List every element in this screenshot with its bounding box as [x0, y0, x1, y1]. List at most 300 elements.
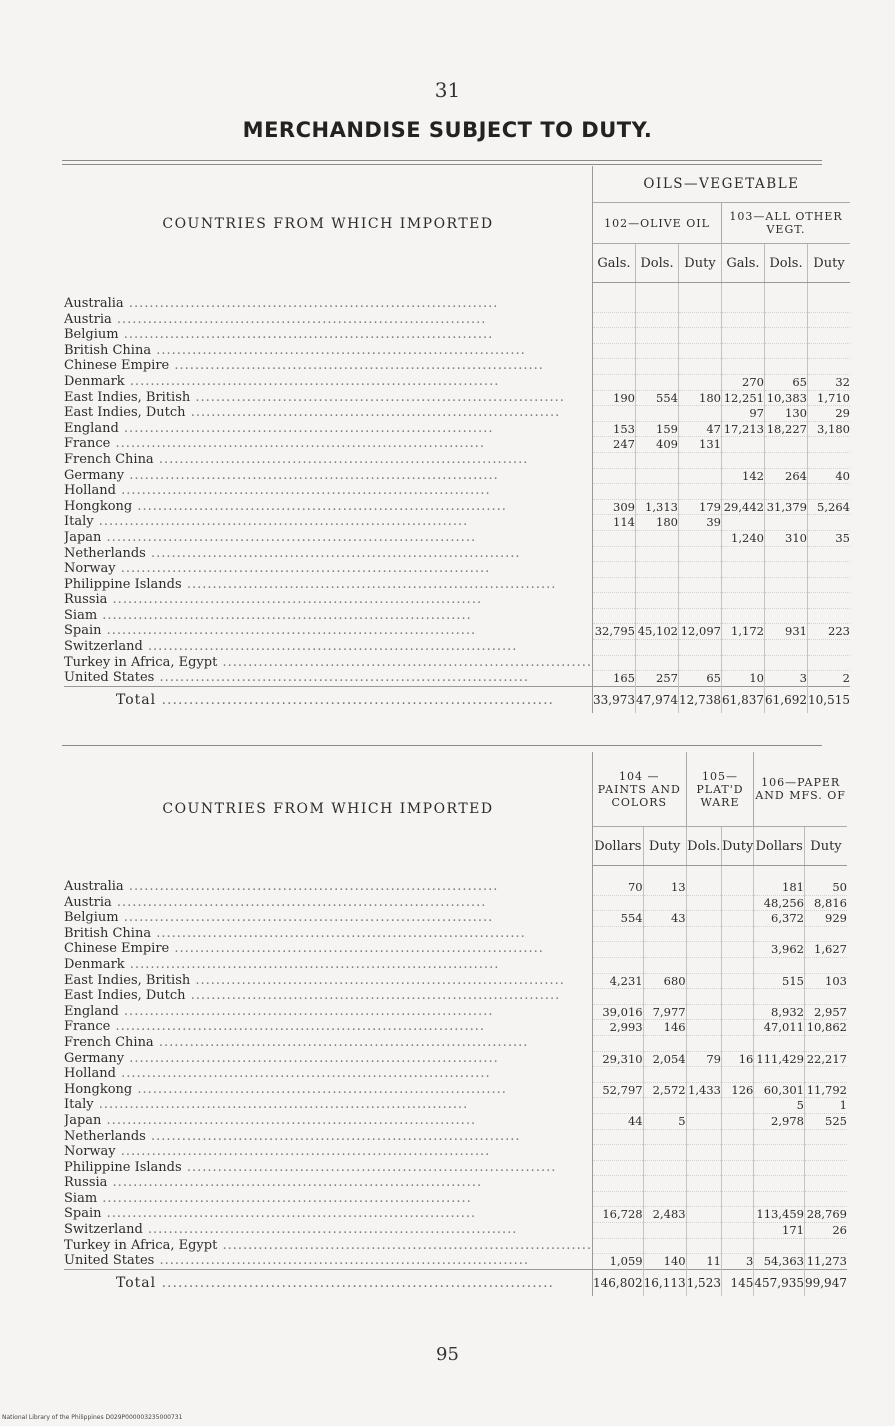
column-header: Dols.	[686, 827, 721, 866]
value-cell: 1,710	[807, 390, 850, 406]
value-cell: 8,816	[804, 895, 847, 911]
value-cell	[721, 1035, 753, 1051]
value-cell	[643, 1129, 686, 1145]
value-cell: 113,459	[754, 1207, 805, 1223]
table-row	[64, 926, 847, 942]
spacer-cell	[764, 283, 807, 298]
column-header: Duty	[721, 827, 753, 866]
value-cell: 47	[678, 421, 721, 437]
value-cell	[804, 1035, 847, 1051]
value-cell: 18,227	[764, 421, 807, 437]
value-cell	[764, 312, 807, 328]
total-value: 457,935	[754, 1269, 805, 1296]
value-cell	[807, 484, 850, 500]
value-cell	[686, 1067, 721, 1083]
value-cell	[807, 312, 850, 328]
table-row	[64, 343, 850, 359]
country-name: Spain .....	[64, 1207, 592, 1223]
table-row	[64, 546, 850, 562]
value-cell	[592, 593, 635, 609]
country-name: Germany .....	[64, 1051, 592, 1067]
value-cell	[804, 957, 847, 973]
value-cell	[592, 608, 635, 624]
table-row	[64, 1191, 847, 1207]
value-cell	[678, 640, 721, 656]
value-cell	[721, 562, 764, 578]
value-cell	[804, 1238, 847, 1254]
value-cell	[721, 1238, 753, 1254]
country-name: England .....	[64, 421, 592, 437]
value-cell	[643, 1191, 686, 1207]
value-cell	[643, 1098, 686, 1114]
value-cell: 310	[764, 530, 807, 546]
value-cell	[686, 942, 721, 958]
value-cell: 103	[804, 973, 847, 989]
subheader-all-other-vegt: 103—ALL OTHER VEGT.	[721, 203, 850, 244]
value-cell	[721, 312, 764, 328]
table-row	[64, 1051, 847, 1067]
value-cell	[635, 530, 678, 546]
value-cell	[721, 655, 764, 671]
value-cell	[804, 1160, 847, 1176]
value-cell	[721, 328, 764, 344]
country-name: Italy .....	[64, 1098, 592, 1114]
column-header: Gals.	[592, 244, 635, 283]
value-cell	[635, 484, 678, 500]
value-cell	[678, 546, 721, 562]
value-cell: 17,213	[721, 421, 764, 437]
table-row	[64, 608, 850, 624]
value-cell	[643, 1035, 686, 1051]
value-cell: 8,932	[754, 1004, 805, 1020]
value-cell	[678, 359, 721, 375]
country-name: Australia .....	[64, 297, 592, 312]
value-cell: 1,172	[721, 624, 764, 640]
title-rule-bottom	[62, 164, 822, 165]
value-cell	[721, 577, 764, 593]
value-cell: 70	[592, 880, 643, 895]
value-cell	[592, 895, 643, 911]
table-row	[64, 957, 847, 973]
value-cell	[643, 1176, 686, 1192]
value-cell	[807, 297, 850, 312]
value-cell: 257	[635, 671, 678, 687]
value-cell: 1	[804, 1098, 847, 1114]
value-cell: 5	[754, 1098, 805, 1114]
value-cell: 5	[643, 1113, 686, 1129]
value-cell	[635, 608, 678, 624]
value-cell	[678, 593, 721, 609]
country-name: Hongkong .....	[64, 499, 592, 515]
value-cell	[764, 546, 807, 562]
table-row	[64, 655, 850, 671]
value-cell	[807, 328, 850, 344]
table-row	[64, 1254, 847, 1270]
value-cell	[754, 1129, 805, 1145]
total-row	[64, 686, 850, 713]
value-cell: 3	[721, 1254, 753, 1270]
value-cell: 50	[804, 880, 847, 895]
value-cell: 26	[804, 1223, 847, 1239]
value-cell	[643, 1160, 686, 1176]
value-cell	[721, 297, 764, 312]
value-cell	[643, 1238, 686, 1254]
total-value: 1,523	[686, 1269, 721, 1296]
value-cell: 11,273	[804, 1254, 847, 1270]
country-name: Denmark .....	[64, 374, 592, 390]
value-cell: 12,097	[678, 624, 721, 640]
value-cell: 131	[678, 437, 721, 453]
value-cell: 180	[678, 390, 721, 406]
value-cell: 2,993	[592, 1020, 643, 1036]
table-row	[64, 973, 847, 989]
value-cell: 3,962	[754, 942, 805, 958]
value-cell	[592, 343, 635, 359]
spacer-cell	[754, 866, 805, 881]
value-cell	[678, 406, 721, 422]
value-cell	[764, 359, 807, 375]
spacer-cell	[678, 283, 721, 298]
total-label: Total .....	[64, 1269, 592, 1296]
value-cell	[721, 1160, 753, 1176]
value-cell	[804, 989, 847, 1005]
value-cell: 2,054	[643, 1051, 686, 1067]
spacer-cell	[807, 283, 850, 298]
table-row	[64, 671, 850, 687]
section-divider-rule	[62, 745, 822, 746]
value-cell: 409	[635, 437, 678, 453]
value-cell	[721, 880, 753, 895]
value-cell	[592, 328, 635, 344]
country-name: France .....	[64, 1020, 592, 1036]
table-row	[64, 359, 850, 375]
value-cell: 29,310	[592, 1051, 643, 1067]
value-cell: 12,251	[721, 390, 764, 406]
table-row	[64, 1035, 847, 1051]
value-cell	[764, 328, 807, 344]
value-cell	[764, 484, 807, 500]
column-header: Duty	[643, 827, 686, 866]
value-cell	[592, 640, 635, 656]
country-header: COUNTRIES FROM WHICH IMPORTED	[64, 752, 592, 866]
value-cell: 7,977	[643, 1004, 686, 1020]
table-row	[64, 1004, 847, 1020]
value-cell	[635, 452, 678, 468]
value-cell	[764, 452, 807, 468]
page-number-top: 31	[434, 78, 461, 102]
value-cell	[678, 297, 721, 312]
country-name: Austria .....	[64, 895, 592, 911]
total-row	[64, 1269, 847, 1296]
value-cell	[807, 359, 850, 375]
value-cell: 44	[592, 1113, 643, 1129]
value-cell	[807, 640, 850, 656]
country-name: Japan .....	[64, 530, 592, 546]
value-cell: 32	[807, 374, 850, 390]
value-cell	[721, 1020, 753, 1036]
value-cell	[764, 297, 807, 312]
country-name: East Indies, British .....	[64, 390, 592, 406]
value-cell: 1,433	[688, 1082, 721, 1097]
value-cell: 140	[643, 1254, 686, 1270]
country-name: United States .....	[64, 1254, 592, 1270]
value-cell	[686, 957, 721, 973]
table-row	[64, 1098, 847, 1114]
column-header: Dols.	[635, 244, 678, 283]
value-cell	[721, 1067, 753, 1083]
value-cell: 2	[807, 671, 850, 687]
country-name: France .....	[64, 437, 592, 453]
value-cell	[721, 1223, 753, 1239]
value-cell	[686, 1176, 721, 1192]
spacer-row	[64, 283, 850, 298]
value-cell	[592, 312, 635, 328]
value-cell	[686, 895, 721, 911]
value-cell: 309	[592, 499, 635, 515]
value-cell	[592, 530, 635, 546]
value-cell	[804, 1129, 847, 1145]
value-cell: 1,627	[804, 942, 847, 958]
value-cell: 130	[764, 406, 807, 422]
value-cell	[721, 1176, 753, 1192]
value-cell	[635, 468, 678, 484]
spacer-cell	[721, 866, 753, 881]
subheader-olive-oil: 102—OLIVE OIL	[592, 203, 721, 244]
title-rule-top	[62, 160, 822, 161]
value-cell	[635, 343, 678, 359]
paints-plated-paper-table	[64, 752, 847, 1296]
spacer-cell	[721, 283, 764, 298]
value-cell	[754, 989, 805, 1005]
value-cell	[643, 1145, 686, 1161]
value-cell: 10	[721, 671, 764, 687]
value-cell	[678, 577, 721, 593]
table-row	[64, 1020, 847, 1036]
country-name: Turkey in Africa, Egypt .....	[64, 1238, 592, 1254]
value-cell: 4,231	[592, 973, 643, 989]
value-cell	[754, 957, 805, 973]
country-name: Holland .....	[64, 1067, 592, 1083]
page-title: MERCHANDISE SUBJECT TO DUTY.	[242, 118, 653, 142]
value-cell	[807, 593, 850, 609]
value-cell: 3	[764, 671, 807, 687]
value-cell	[592, 1129, 643, 1145]
country-name: East Indies, British .....	[64, 973, 592, 989]
value-cell	[592, 297, 635, 312]
value-cell: 264	[764, 468, 807, 484]
value-cell	[804, 926, 847, 942]
value-cell	[807, 343, 850, 359]
value-cell	[721, 911, 753, 927]
value-cell	[592, 484, 635, 500]
value-cell: 171	[754, 1223, 805, 1239]
value-cell	[592, 1035, 643, 1051]
value-cell: 40	[807, 468, 850, 484]
value-cell: 2,483	[643, 1207, 686, 1223]
country-name: Netherlands .....	[64, 1129, 592, 1145]
table-row	[64, 437, 850, 453]
value-cell	[721, 1129, 753, 1145]
country-name: Chinese Empire .....	[64, 359, 592, 375]
total-value: 146,802	[592, 1269, 643, 1296]
table-row	[64, 406, 850, 422]
country-name: Switzerland .....	[64, 640, 592, 656]
country-name: Turkey in Africa, Egypt .....	[64, 655, 592, 671]
value-cell	[592, 406, 635, 422]
total-value: 61,837	[721, 686, 764, 713]
country-name: Austria .....	[64, 312, 592, 328]
table-row	[64, 1238, 847, 1254]
country-name: Chinese Empire .....	[64, 942, 592, 958]
value-cell: 16,728	[592, 1207, 643, 1223]
value-cell: 929	[804, 911, 847, 927]
group-header-oils-vegetable: OILS—VEGETABLE	[592, 166, 850, 203]
table-row	[64, 895, 847, 911]
value-cell: 931	[764, 624, 807, 640]
value-cell	[686, 1145, 721, 1161]
table-row	[64, 989, 847, 1005]
value-cell: 47,011	[754, 1020, 805, 1036]
value-cell	[592, 468, 635, 484]
value-cell	[686, 1113, 721, 1129]
table-row	[64, 640, 850, 656]
value-cell	[643, 1223, 686, 1239]
country-name: United States .....	[64, 671, 592, 687]
value-cell: 29	[807, 406, 850, 422]
value-cell	[686, 926, 721, 942]
value-cell: 32,795	[592, 624, 635, 640]
country-name: Russia .....	[64, 1176, 592, 1192]
value-cell: 114	[592, 515, 635, 531]
spacer-cell	[592, 283, 635, 298]
table-row	[64, 942, 847, 958]
spacer-cell	[643, 866, 686, 881]
spacer-cell	[804, 866, 847, 881]
value-cell	[678, 484, 721, 500]
value-cell	[721, 452, 764, 468]
value-cell	[635, 562, 678, 578]
value-cell: 39	[678, 515, 721, 531]
value-cell	[754, 1035, 805, 1051]
value-cell: 48,256	[754, 895, 805, 911]
value-cell: 39,016	[592, 1004, 643, 1020]
value-cell: 159	[635, 421, 678, 437]
value-cell	[721, 1004, 753, 1020]
value-cell	[635, 640, 678, 656]
value-cell: 35	[807, 530, 850, 546]
value-cell: 11,792	[804, 1082, 847, 1098]
value-cell	[686, 1129, 721, 1145]
value-cell: 60,301	[754, 1082, 805, 1098]
value-cell: 142	[721, 468, 764, 484]
value-cell	[721, 546, 764, 562]
total-value: 47,974	[635, 686, 678, 713]
table-row	[64, 328, 850, 344]
country-name: Russia .....	[64, 593, 592, 609]
value-cell: 79	[686, 1051, 721, 1067]
subheader-paints-and-colors: 104 — PAINTS AND COLORS	[592, 752, 686, 827]
country-header: COUNTRIES FROM WHICH IMPORTED	[64, 166, 592, 283]
value-cell	[678, 452, 721, 468]
value-cell	[807, 452, 850, 468]
value-cell	[678, 608, 721, 624]
value-cell	[721, 1207, 753, 1223]
value-cell	[721, 957, 753, 973]
value-cell	[686, 1004, 721, 1020]
table-row	[64, 1067, 847, 1083]
value-cell	[807, 515, 850, 531]
value-cell	[592, 546, 635, 562]
spacer-cell	[686, 866, 721, 881]
value-cell: 54,363	[754, 1254, 805, 1270]
value-cell	[764, 437, 807, 453]
table-row	[64, 390, 850, 406]
value-cell	[678, 343, 721, 359]
total-label: Total .....	[64, 686, 592, 713]
country-name: Norway .....	[64, 1145, 592, 1161]
value-cell	[807, 562, 850, 578]
value-cell	[635, 297, 678, 312]
spacer-cell	[635, 283, 678, 298]
value-cell	[804, 1176, 847, 1192]
value-cell	[678, 374, 721, 390]
value-cell: 10,862	[804, 1020, 847, 1036]
value-cell	[643, 989, 686, 1005]
value-cell	[754, 1191, 805, 1207]
value-cell: 10,383	[764, 390, 807, 406]
value-cell: 5,264	[807, 499, 850, 515]
value-cell	[643, 957, 686, 973]
column-header: Gals.	[721, 244, 764, 283]
oils-vegetable-table	[64, 166, 850, 713]
value-cell: 3,180	[807, 421, 850, 437]
value-cell	[592, 374, 635, 390]
value-cell	[721, 437, 764, 453]
page-number-bottom: 95	[436, 1344, 459, 1365]
table-row	[64, 374, 850, 390]
value-cell	[635, 577, 678, 593]
total-value: 99,947	[804, 1269, 847, 1296]
country-name: England .....	[64, 1004, 592, 1020]
value-cell: 270	[721, 374, 764, 390]
value-cell	[686, 1238, 721, 1254]
table-row	[64, 1145, 847, 1161]
table-row	[64, 484, 850, 500]
country-name: Australia .....	[64, 880, 592, 895]
value-cell: 13	[643, 880, 686, 895]
table-row	[64, 515, 850, 531]
value-cell	[686, 1035, 721, 1051]
country-name: Philippine Islands .....	[64, 1160, 592, 1176]
value-cell: 65	[678, 671, 721, 687]
value-cell	[754, 1160, 805, 1176]
value-cell: 11	[686, 1254, 721, 1270]
value-cell	[721, 593, 764, 609]
value-cell	[721, 515, 764, 531]
value-cell: 43	[643, 911, 686, 927]
country-name: British China .....	[64, 926, 592, 942]
total-value: 10,515	[807, 686, 850, 713]
value-cell	[643, 1067, 686, 1083]
value-cell	[804, 1067, 847, 1083]
value-cell	[721, 1145, 753, 1161]
value-cell	[686, 880, 721, 895]
value-cell: 45,102	[635, 624, 678, 640]
column-header: Duty	[678, 244, 721, 283]
country-name: East Indies, Dutch .....	[64, 989, 592, 1005]
value-cell: 680	[643, 973, 686, 989]
value-cell	[686, 973, 721, 989]
